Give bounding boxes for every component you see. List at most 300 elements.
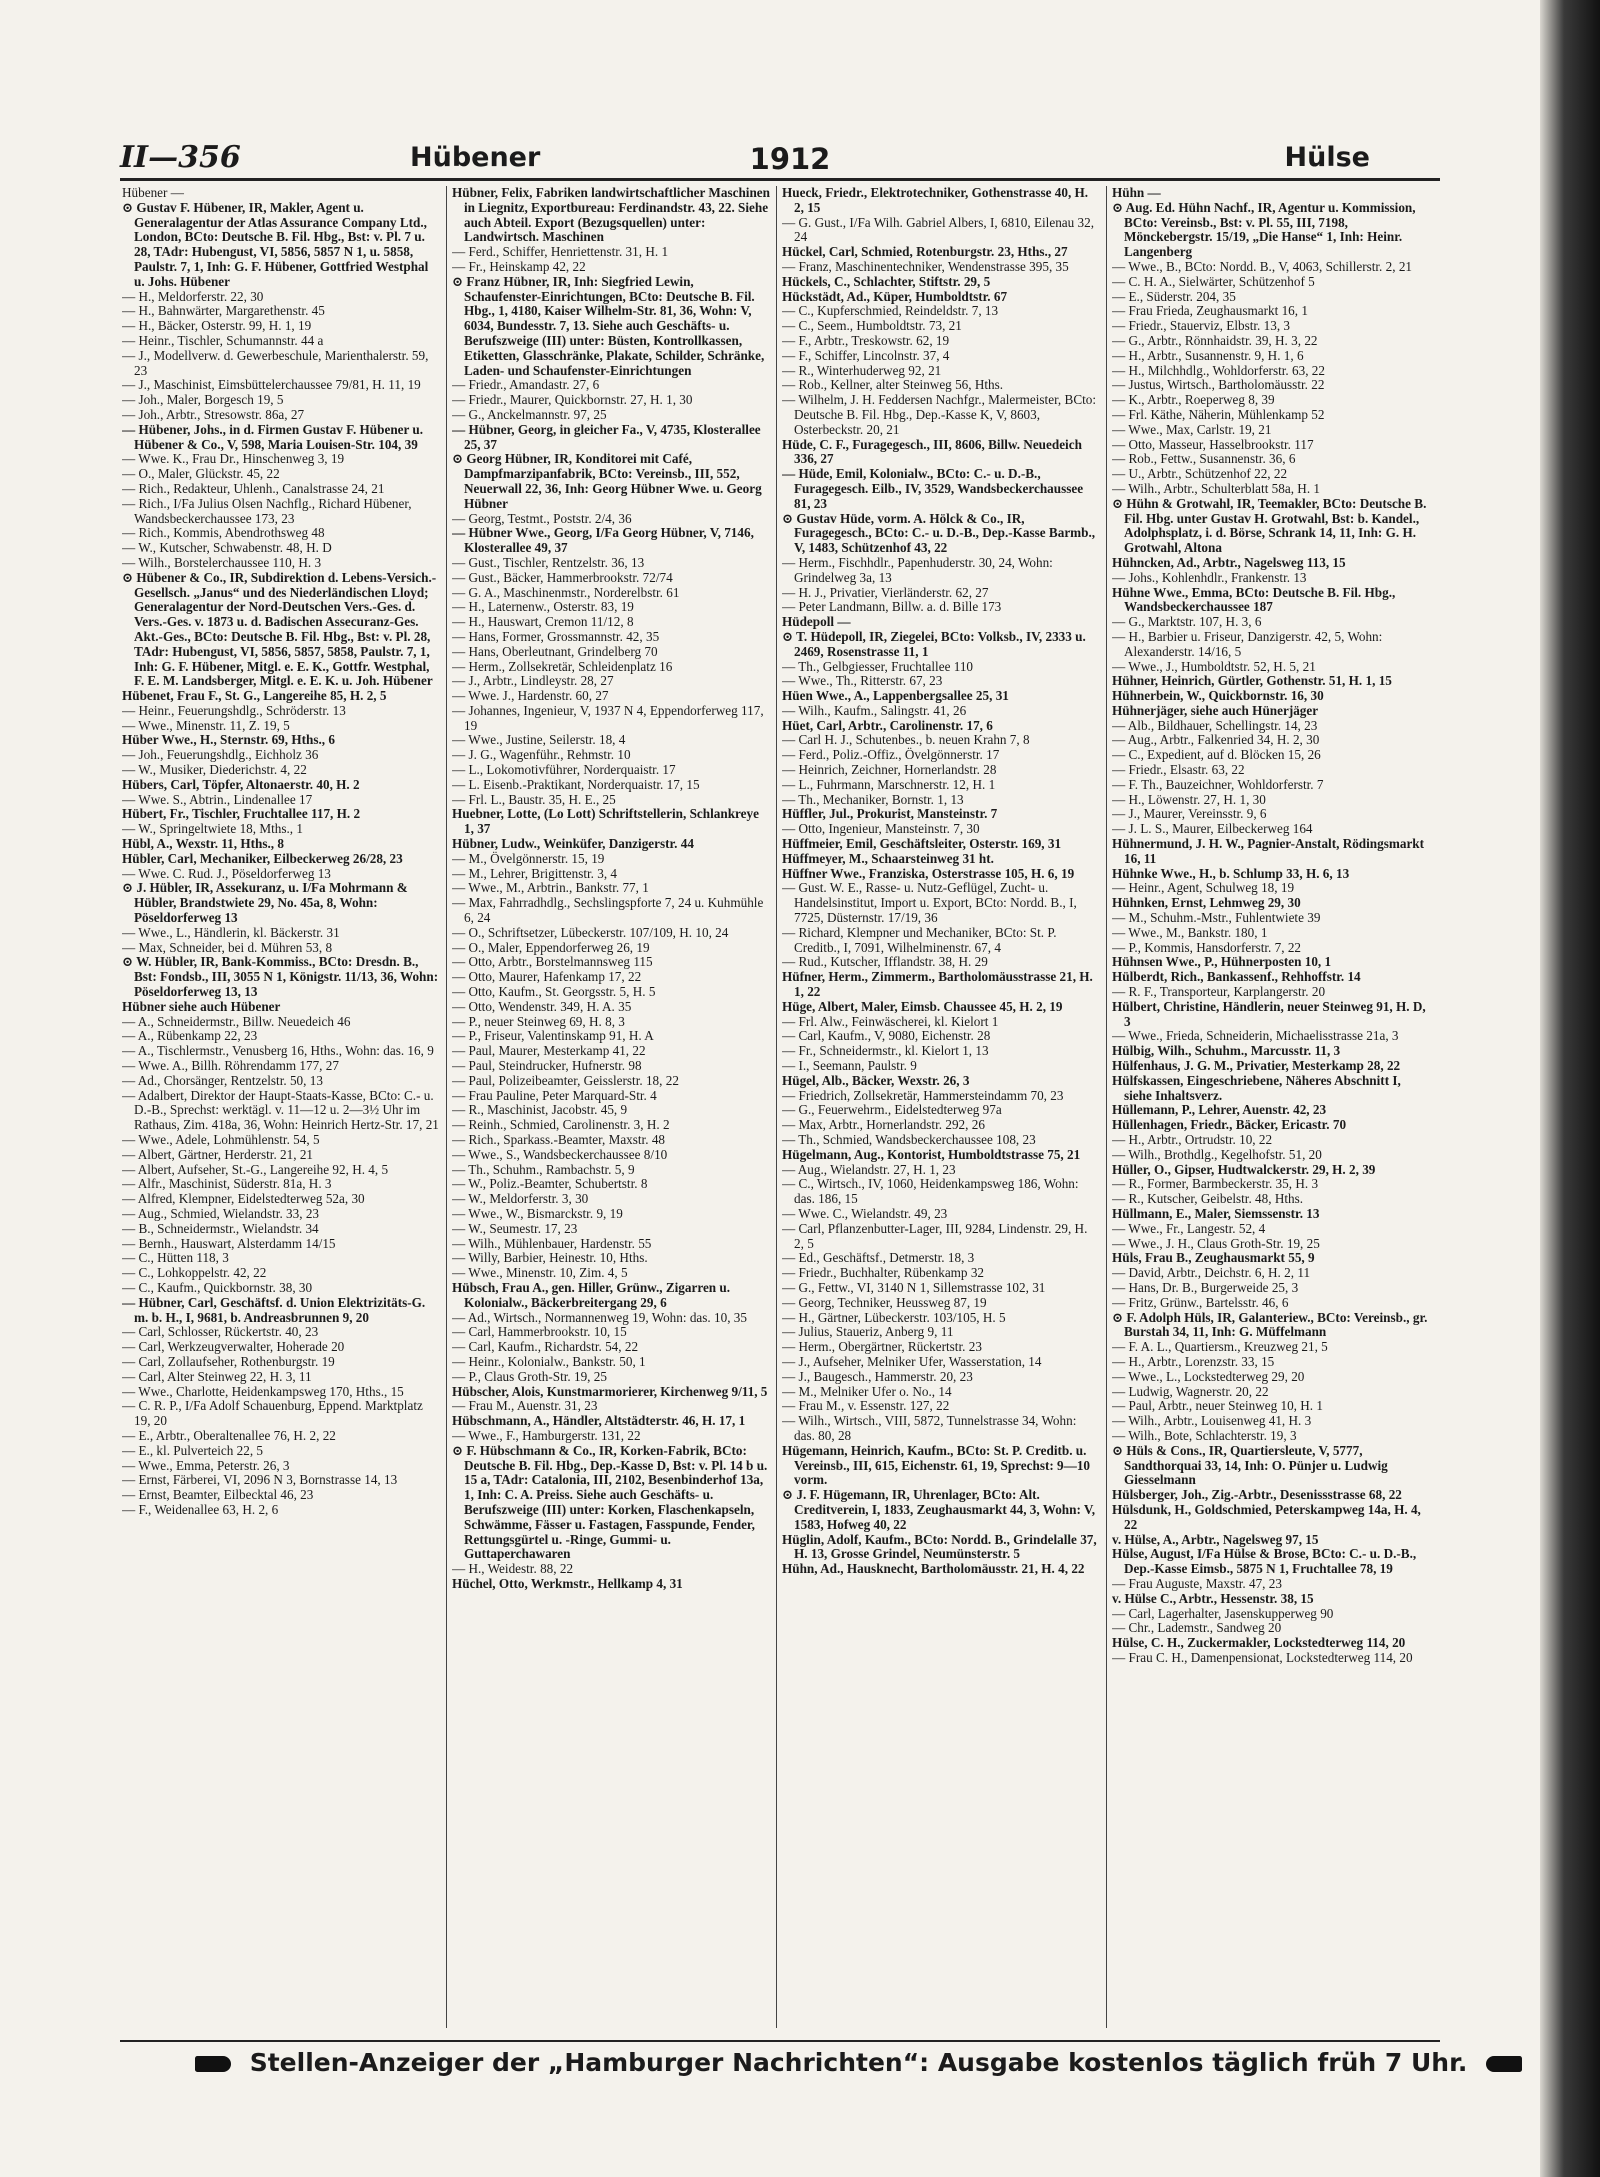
directory-entry: Hühnken, Ernst, Lehmweg 29, 30 — [1112, 895, 1301, 911]
directory-entry: — Wwe., B., BCto: Nordd. B., V, 4063, Schillerstr. 2, 21 — [1112, 258, 1413, 274]
directory-entry: — J. L. S., Maurer, Eilbeckerweg 164 — [1112, 821, 1313, 837]
directory-entry: — Wwe., M., Arbtrin., Bankstr. 77, 1 — [452, 880, 649, 896]
directory-entry: — Heinr., Kolonialw., Bankstr. 50, 1 — [452, 1353, 646, 1369]
directory-entry: — W., Musiker, Diederichstr. 4, 22 — [122, 762, 307, 778]
directory-entry: — Justus, Wirtsch., Bartholomäusstr. 22 — [1112, 377, 1325, 393]
directory-entry: Hübner, Felix, Fabriken landwirtschaftlicher Maschinen in Liegnitz, Exportbureau: Ferdinandstr. 43, 22. Siehe auch Abteil. Export (Bezugsquellen) unter: Landwirtsch. Maschinen — [452, 186, 770, 245]
directory-entry: Hübener — — [122, 186, 184, 200]
directory-entry: — Rob., Fettw., Susannenstr. 36, 6 — [1112, 451, 1296, 467]
directory-entry: — Gust., Tischler, Rentzelstr. 36, 13 — [452, 554, 645, 570]
directory-entry: — W., Seumestr. 17, 23 — [452, 1220, 578, 1236]
directory-entry: Hülse, August, I/Fa Hülse & Brose, BCto: C.- u. D.-B., Dep.-Kasse Eimsb., 5875 N 1, Fruchtallee 78, 19 — [1112, 1546, 1417, 1577]
directory-entry: — Chr., Lademstr., Sandweg 20 — [1112, 1620, 1282, 1636]
directory-entry: — Joh., Feuerungshdlg., Eichholz 36 — [122, 747, 319, 763]
directory-entry: Hühnermund, J. H. W., Pagnier-Anstalt, Rödingsmarkt 16, 11 — [1112, 836, 1425, 866]
directory-entry: Hüde, C. F., Furagegesch., III, 8606, Billw. Neuedeich 336, 27 — [782, 436, 1082, 467]
directory-column-4 — [1112, 186, 1430, 2028]
header-rule — [120, 178, 1440, 181]
directory-entry: — Georg, Techniker, Heussweg 87, 19 — [782, 1294, 987, 1310]
directory-entry: — J., Aufseher, Melniker Ufer, Wasserstation, 14 — [782, 1353, 1042, 1369]
directory-entry: Hüdepoll — — [782, 614, 851, 630]
directory-entry: — G., Fettw., VI, 3140 N 1, Sillemstrasse 102, 31 — [782, 1279, 1046, 1295]
directory-entry: — Rich., Redakteur, Uhlenh., Canalstrasse 24, 21 — [122, 480, 385, 496]
directory-entry: — M., Lehrer, Brigittenstr. 3, 4 — [452, 865, 618, 881]
directory-entry: — E., Süderstr. 204, 35 — [1112, 288, 1236, 304]
directory-column-3 — [782, 186, 1100, 2028]
header-year: 1912 — [749, 142, 831, 176]
page-header — [120, 140, 1440, 182]
directory-entry: — Wwe. K., Frau Dr., Hinschenweg 3, 19 — [122, 451, 345, 467]
directory-entry: Hühnerjäger, siehe auch Hünerjäger — [1112, 702, 1319, 718]
directory-entry: — Joh., Maler, Borgesch 19, 5 — [122, 392, 284, 408]
directory-entry: Hügel, Alb., Bäcker, Wexstr. 26, 3 — [782, 1072, 970, 1088]
scan-border — [1540, 0, 1600, 2177]
directory-entry: — Friedr., Maurer, Quickbornstr. 27, H. 1, 30 — [452, 392, 693, 408]
directory-entry: — H., Arbtr., Susannenstr. 9, H. 1, 6 — [1112, 347, 1304, 363]
directory-entry: — Wwe., S., Wandsbeckerchaussee 8/10 — [452, 1146, 668, 1162]
directory-entry: Hüls, Frau B., Zeughausmarkt 55, 9 — [1112, 1250, 1315, 1266]
directory-entry: — Johs., Kohlenhdlr., Frankenstr. 13 — [1112, 569, 1307, 585]
directory-entry: — Friedrich, Zollsekretär, Hammersteindamm 70, 23 — [782, 1087, 1064, 1103]
directory-entry: — Hans, Oberleutnant, Grindelberg 70 — [452, 643, 658, 659]
directory-entry: — Wilh., Mühlenbauer, Hardenstr. 55 — [452, 1235, 652, 1251]
directory-entry: — Herm., Zollsekretär, Schleidenplatz 16 — [452, 658, 673, 674]
directory-entry: ⊙ J. F. Hügemann, IR, Uhrenlager, BCto: Alt. Creditverein, I, 1833, Zeughausmarkt 44, 3, Wohn: V, 1583, Hofweg 40, 22 — [782, 1487, 1096, 1532]
directory-entry: — Th., Gelbgiesser, Fruchtallee 110 — [782, 658, 974, 674]
directory-entry: — C., Kupferschmied, Reindeldstr. 7, 13 — [782, 303, 999, 319]
directory-entry: — Alfr., Maschinist, Süderstr. 81a, H. 3 — [122, 1176, 332, 1192]
directory-entry: — Hans, Former, Grossmannstr. 42, 35 — [452, 628, 660, 644]
directory-entry: Hüber Wwe., H., Sternstr. 69, Hths., 6 — [122, 732, 335, 748]
directory-entry: — Willy, Barbier, Heinestr. 10, Hths. — [452, 1250, 648, 1266]
directory-entry: Hühne Wwe., Emma, BCto: Deutsche B. Fil. Hbg., Wandsbeckerchaussee 187 — [1112, 584, 1396, 615]
directory-entry: — Wwe., Minenstr. 11, Z. 19, 5 — [122, 717, 290, 733]
directory-entry: Hübsch, Frau A., gen. Hiller, Grünw., Zigarren u. Kolonialw., Bäckerbreitergang 29, 6 — [452, 1279, 731, 1310]
directory-entry: Hübert, Fr., Tischler, Fruchtallee 117, H. 2 — [122, 806, 361, 822]
directory-entry: — Alfred, Klempner, Eidelstedterweg 52a, 30 — [122, 1191, 365, 1207]
column-divider — [446, 186, 447, 2028]
directory-entry: — Heinr., Feuerungshdlg., Schröderstr. 13 — [122, 702, 346, 718]
directory-entry: — H., Bäcker, Osterstr. 99, H. 1, 19 — [122, 318, 312, 334]
directory-entry: — Frau M., Auenstr. 31, 23 — [452, 1398, 598, 1414]
directory-entry: — Gust. W. E., Rasse- u. Nutz-Geflügel, Zucht- u. Handelsinstitut, Import u. Export, BCto: Nordd. B., I, 7725, Düsternstr. 17/19, 36 — [782, 880, 1077, 926]
directory-entry: — Rud., Kutscher, Ifflandstr. 38, H. 29 — [782, 954, 988, 970]
directory-entry: — Peter Landmann, Billw. a. d. Bille 173 — [782, 599, 1002, 615]
directory-entry: ⊙ Gustav F. Hübener, IR, Makler, Agent u. Generalagentur der Atlas Assurance Company Ltd., London, BCto: Deutsche B. Fil. Hbg., Bst: v. Pl. 7 u. 28, TAdr: Hubengust, VI, 5856, 5857 N 1, u. 5858, Paulstr. 7, 1, Inh: G. F. Hübener, Gottfried Westphal u. Johs. Hübener — [122, 199, 429, 289]
directory-entry: — Heinr., Agent, Schulweg 18, 19 — [1112, 880, 1295, 896]
directory-entry: — Otto, Masseur, Hasselbrookstr. 117 — [1112, 436, 1314, 452]
directory-entry: — Albert, Gärtner, Herderstr. 21, 21 — [122, 1146, 314, 1162]
directory-entry: — G. Gust., I/Fa Wilh. Gabriel Albers, I, 6810, Eilenau 32, 24 — [782, 214, 1095, 245]
directory-entry: — Carl, Hammerbrookstr. 10, 15 — [452, 1324, 627, 1340]
directory-entry: — Heinr., Tischler, Schumannstr. 44 a — [122, 332, 324, 348]
directory-entry: — H., Löwenstr. 27, H. 1, 30 — [1112, 791, 1266, 807]
directory-entry: ⊙ Hüls & Cons., IR, Quartiersleute, V, 5777, Sandthorquai 33, 14, Inh: O. Pünjer u. Ludwig Giesselmann — [1112, 1442, 1388, 1488]
directory-entry: — Paul, Polizeibeamter, Geisslerstr. 18, 22 — [452, 1072, 679, 1088]
directory-entry: Hueck, Friedr., Elektrotechniker, Gothenstrasse 40, H. 2, 15 — [782, 186, 1089, 215]
directory-entry: — R. F., Transporteur, Karplangerstr. 20 — [1112, 984, 1326, 1000]
directory-entry: — Frau C. H., Damenpensionat, Lockstedterweg 114, 20 — [1112, 1649, 1413, 1665]
directory-entry: Hülfskassen, Eingeschriebene, Näheres Abschnitt I, siehe Inhaltsverz. — [1112, 1072, 1401, 1103]
directory-entry: — C. H. A., Sielwärter, Schützenhof 5 — [1112, 273, 1315, 289]
directory-entry: — M., Melniker Ufer o. No., 14 — [782, 1383, 952, 1399]
directory-entry: — Hüde, Emil, Kolonialw., BCto: C.- u. D.-B., Furagegesch. Eilb., IV, 3529, Wandsbeckerchaussee 81, 23 — [782, 466, 1084, 511]
directory-entry: — Ludwig, Wagnerstr. 20, 22 — [1112, 1383, 1269, 1399]
directory-entry: — Carl, Pflanzenbutter-Lager, III, 9284, Lindenstr. 29, H. 2, 5 — [782, 1220, 1088, 1251]
directory-entry: Hübers, Carl, Töpfer, Altonaerstr. 40, H. 2 — [122, 776, 360, 792]
directory-entry: — F. Th., Bauzeichner, Wohldorferstr. 7 — [1112, 776, 1324, 792]
directory-entry: — Carl, Schlosser, Rückertstr. 40, 23 — [122, 1324, 319, 1340]
directory-entry: — G., Arbtr., Rönnhaidstr. 39, H. 3, 22 — [1112, 332, 1318, 348]
directory-entry: — R., Former, Barmbeckerstr. 35, H. 3 — [1112, 1176, 1319, 1192]
directory-entry: — Rich., I/Fa Julius Olsen Nachflg., Richard Hübener, Wandsbeckerchaussee 173, 23 — [122, 495, 412, 526]
column-divider — [1106, 186, 1107, 2028]
directory-entry: — Frl. Alw., Feinwäscherei, kl. Kielort 1 — [782, 1013, 999, 1029]
directory-entry: — Herm., Obergärtner, Rückertstr. 23 — [782, 1339, 982, 1355]
directory-entry: — Carl, Werkzeugverwalter, Hoherade 20 — [122, 1339, 345, 1355]
directory-entry: — C., Hütten 118, 3 — [122, 1250, 229, 1266]
directory-entry: — Wwe., Minenstr. 10, Zim. 4, 5 — [452, 1265, 628, 1281]
footer-banner-text: Stellen-Anzeiger der „Hamburger Nachrichten“: Ausgabe kostenlos täglich früh 7 Uhr. — [249, 2048, 1468, 2077]
directory-entry: — Gust., Bäcker, Hammerbrookstr. 72/74 — [452, 569, 673, 585]
directory-entry: — Wwe. C., Wielandstr. 49, 23 — [782, 1205, 948, 1221]
directory-entry: ⊙ F. Hübschmann & Co., IR, Korken-Fabrik, BCto: Deutsche B. Fil. Hbg., Dep.-Kasse D, Bst: v. Pl. 14 b u. 15 a, TAdr: Catalonia, III, 2102, Besenbinderhof 13a, 1, Inh: C. A. Preiss. Siehe auch Geschäfts- u. Berufszweige (III) unter: Korken, Flaschenkapseln, Schwämme, Fässer u. Fastagen, Fasspunde, Fender, Rettungsgürtel u. -Ringe, Gummi- u. Guttaperchawaren — [452, 1442, 768, 1562]
directory-entry: v. Hülse, A., Arbtr., Nagelsweg 97, 15 — [1112, 1531, 1319, 1547]
directory-entry: Hüllmann, E., Maler, Siemssenstr. 13 — [1112, 1205, 1320, 1221]
directory-entry: — E., kl. Pulverteich 22, 5 — [122, 1442, 264, 1458]
directory-entry: — B., Schneidermstr., Wielandstr. 34 — [122, 1220, 319, 1236]
directory-entry: — Fr., Schneidermstr., kl. Kielort 1, 13 — [782, 1043, 989, 1059]
directory-entry: — Otto, Kaufm., St. Georgsstr. 5, H. 5 — [452, 984, 656, 1000]
page-number: II—356 — [120, 140, 241, 175]
directory-entry: — L. Eisenb.-Praktikant, Norderquaistr. 17, 15 — [452, 776, 700, 792]
directory-entry: — Wwe., F., Hamburgerstr. 131, 22 — [452, 1427, 641, 1443]
directory-entry: — Wwe., Justine, Seilerstr. 18, 4 — [452, 732, 626, 748]
directory-entry: — Hübner, Carl, Geschäftsf. d. Union Elektrizitäts-G. m. b. H., I, 9681, b. Andreasbrunnen 9, 20 — [122, 1294, 426, 1325]
directory-entry: — Wilh., Bote, Schlachterstr. 19, 3 — [1112, 1427, 1297, 1443]
directory-entry: — H., Meldorferstr. 22, 30 — [122, 288, 264, 304]
directory-entry: Hülberdt, Rich., Bankassenf., Rehhoffstr. 14 — [1112, 969, 1361, 985]
directory-entry: — J., Maschinist, Eimsbüttelerchaussee 79/81, H. 11, 19 — [122, 377, 421, 393]
directory-entry: — Wwe., L., Händlerin, kl. Bäckerstr. 31 — [122, 924, 340, 940]
directory-entry: — A., Tischlermstr., Venusberg 16, Hths., Wohn: das. 16, 9 — [122, 1043, 434, 1059]
directory-entry: — Wilh., Arbtr., Schulterblatt 58a, H. 1 — [1112, 480, 1321, 496]
directory-entry: — P., Friseur, Valentinskamp 91, H. A — [452, 1028, 654, 1044]
directory-entry: — A., Rübenkamp 22, 23 — [122, 1028, 258, 1044]
directory-entry: ⊙ Gustav Hüde, vorm. A. Hölck & Co., IR, Furagegesch., BCto: C.- u. D.-B., Dep.-Kasse Barmb., V, 1483, Schützenhof 43, 22 — [782, 510, 1096, 556]
directory-entry: Hülse, C. H., Zuckermakler, Lockstedterweg 114, 20 — [1112, 1635, 1406, 1651]
directory-entry: — P., Kommis, Hansdorferstr. 7, 22 — [1112, 939, 1302, 955]
directory-entry: — C. R. P., I/Fa Adolf Schauenburg, Eppend. Marktplatz 19, 20 — [122, 1398, 423, 1429]
directory-entry: Hübner, Ludw., Weinküfer, Danzigerstr. 44 — [452, 836, 694, 852]
directory-entry: — Wilh., Kaufm., Salingstr. 41, 26 — [782, 702, 967, 718]
directory-entry: — J., Modellverw. d. Gewerbeschule, Marienthalerstr. 59, 23 — [122, 347, 429, 378]
directory-entry: — L., Fuhrmann, Marschnerstr. 12, H. 1 — [782, 776, 996, 792]
directory-entry: — I., Seemann, Paulstr. 9 — [782, 1058, 917, 1074]
directory-entry: — Frau Frieda, Zeughausmarkt 16, 1 — [1112, 303, 1308, 319]
directory-entry: — Wwe., Charlotte, Heidenkampsweg 170, Hths., 15 — [122, 1383, 404, 1399]
directory-entry: — O., Maler, Glückstr. 45, 22 — [122, 466, 280, 482]
directory-entry: — Frl. L., Baustr. 35, H. E., 25 — [452, 791, 616, 807]
directory-entry: — Ad., Chorsänger, Rentzelstr. 50, 13 — [122, 1072, 323, 1088]
directory-entry: — H., Barbier u. Friseur, Danzigerstr. 42, 5, Wohn: Alexanderstr. 14/16, 5 — [1112, 628, 1383, 659]
directory-entry: — Paul, Arbtr., neuer Steinweg 10, H. 1 — [1112, 1398, 1323, 1414]
directory-entry: Hüffler, Jul., Prokurist, Mansteinstr. 7 — [782, 806, 998, 822]
directory-entry: — Wwe., L., Lockstedterweg 29, 20 — [1112, 1368, 1305, 1384]
directory-entry: — Max, Arbtr., Hornerlandstr. 292, 26 — [782, 1117, 985, 1133]
directory-entry: — Th., Schuhm., Rambachstr. 5, 9 — [452, 1161, 635, 1177]
directory-entry: Hühncken, Ad., Arbtr., Nagelsweg 113, 15 — [1112, 554, 1346, 570]
directory-entry: — J., Arbtr., Lindleystr. 28, 27 — [452, 673, 614, 689]
directory-entry: — Julius, Staueriz, Anberg 9, 11 — [782, 1324, 954, 1340]
directory-entry: — Friedr., Buchhalter, Rübenkamp 32 — [782, 1265, 985, 1281]
directory-entry: Hügemann, Heinrich, Kaufm., BCto: St. P. Creditb. u. Vereinsb., III, 615, Eichenstr. 61, 19, Sprechst: 9—10 vorm. — [782, 1442, 1091, 1488]
directory-entry: — Carl, Alter Steinweg 22, H. 3, 11 — [122, 1368, 312, 1384]
directory-entry: — G. A., Maschinenmstr., Norderelbstr. 61 — [452, 584, 680, 600]
directory-entry: — G., Marktstr. 107, H. 3, 6 — [1112, 614, 1262, 630]
directory-entry: ⊙ T. Hüdepoll, IR, Ziegelei, BCto: Volksb., IV, 2333 u. 2469, Rosenstrasse 11, 1 — [782, 628, 1086, 659]
directory-entry: Hülfenhaus, J. G. M., Privatier, Mesterkamp 28, 22 — [1112, 1058, 1401, 1074]
column-divider — [776, 186, 777, 2028]
directory-entry: — Otto, Wendenstr. 349, H. A. 35 — [452, 998, 632, 1014]
directory-entry: — Wilh., Arbtr., Louisenweg 41, H. 3 — [1112, 1413, 1312, 1429]
directory-entry: — Wwe. J., Hardenstr. 60, 27 — [452, 688, 609, 704]
directory-entry: — H., Milchhdlg., Wohldorferstr. 63, 22 — [1112, 362, 1325, 378]
directory-entry: — Frl. Käthe, Näherin, Mühlenkamp 52 — [1112, 406, 1325, 422]
directory-entry: — W., Kutscher, Schwabenstr. 48, H. D — [122, 540, 332, 556]
directory-entry: — Wwe., Frieda, Schneiderin, Michaelisstrasse 21a, 3 — [1112, 1028, 1399, 1044]
directory-entry: — E., Arbtr., Oberaltenallee 76, H. 2, 22 — [122, 1427, 336, 1443]
directory-entry: ⊙ J. Hübler, IR, Assekuranz, u. I/Fa Mohrmann & Hübler, Brandstwiete 29, No. 45a, 8, Wohn: Pöseldorferweg 13 — [122, 880, 408, 926]
directory-entry: — Fr., Heinskamp 42, 22 — [452, 258, 586, 274]
directory-entry: — Carl, Lagerhalter, Jasenskupperweg 90 — [1112, 1605, 1334, 1621]
footer-rule — [120, 2040, 1440, 2042]
directory-entry: — R., Kutscher, Geibelstr. 48, Hths. — [1112, 1191, 1304, 1207]
directory-entry: — Aug., Wielandstr. 27, H. 1, 23 — [782, 1161, 956, 1177]
directory-entry: Huebner, Lotte, (Lo Lott) Schriftstellerin, Schlankreye 1, 37 — [452, 806, 759, 837]
directory-entry: — Wwe., W., Bismarckstr. 9, 19 — [452, 1205, 623, 1221]
directory-entry: — Adalbert, Direktor der Haupt-Staats-Kasse, BCto: C.- u. D.-B., Sprechst: werktägl. v. 11—12 u. 2—3½ Uhr im Rathaus, Zim. 418a, 36, Wohn: Heinrich Hertz-Str. 17, 21 — [122, 1087, 439, 1133]
directory-entry: — Wwe., Max, Carlstr. 19, 21 — [1112, 421, 1272, 437]
directory-entry: Hülbert, Christine, Händlerin, neuer Steinweg 91, H. D, 3 — [1112, 998, 1426, 1029]
directory-entry: Hühner, Heinrich, Gürtler, Gothenstr. 51, H. 1, 15 — [1112, 673, 1392, 689]
directory-entry: Hüen Wwe., A., Lappenbergsallee 25, 31 — [782, 688, 1009, 704]
directory-entry: — Rob., Kellner, alter Steinweg 56, Hths. — [782, 377, 1004, 393]
directory-entry: Hüffner Wwe., Franziska, Osterstrasse 105, H. 6, 19 — [782, 865, 1075, 881]
directory-entry: — A., Schneidermstr., Billw. Neuedeich 46 — [122, 1013, 351, 1029]
directory-entry: — J., Maurer, Vereinsstr. 9, 6 — [1112, 806, 1267, 822]
directory-entry: — C., Expedient, auf d. Blöcken 15, 26 — [1112, 747, 1321, 763]
directory-entry: — K., Arbtr., Roeperweg 8, 39 — [1112, 392, 1275, 408]
directory-entry: — Ferd., Poliz.-Offiz., Övelgönnerstr. 17 — [782, 747, 1000, 763]
directory-entry: Hückels, C., Schlachter, Stiftstr. 29, 5 — [782, 273, 991, 289]
header-first-entry: Hübener — [410, 142, 541, 173]
directory-entry: — Wwe., M., Bankstr. 180, 1 — [1112, 924, 1268, 940]
directory-entry: — Wwe. S., Abtrin., Lindenallee 17 — [122, 791, 313, 807]
directory-entry: Hübl, A., Wexstr. 11, Hths., 8 — [122, 836, 284, 852]
directory-entry: ⊙ Franz Hübner, IR, Inh: Siegfried Lewin, Schaufenster-Einrichtungen, BCto: Deutsche B. Fil. Hbg., 1, 4180, Kaiser Wilhelm-Str. 81, 36, Wohn: V, 6034, Bundesstr. 7, 13. Siehe auch Geschäfts- u. Berufszweige (III) unter: Büsten, Kontrollkassen, Etiketten, Glasschränke, Plakate, Schilder, Schränke, Laden- und Schaufenster-Einrichtungen — [452, 273, 765, 378]
directory-entry: — Aug., Schmied, Wielandstr. 33, 23 — [122, 1205, 320, 1221]
directory-entry: — Friedr., Elsastr. 63, 22 — [1112, 762, 1245, 778]
directory-entry: Hübler, Carl, Mechaniker, Eilbeckerweg 26/28, 23 — [122, 850, 403, 866]
directory-entry: — H. J., Privatier, Vierländerstr. 62, 27 — [782, 584, 989, 600]
directory-entry: — M., Övelgönnerstr. 15, 19 — [452, 850, 605, 866]
directory-entry: — C., Lohkoppelstr. 42, 22 — [122, 1265, 267, 1281]
directory-entry: — Paul, Steindrucker, Hufnerstr. 98 — [452, 1058, 642, 1074]
directory-entry: Hühn — — [1112, 186, 1161, 200]
directory-entry: — Richard, Klempner und Mechaniker, BCto: St. P. Creditb., I, 7091, Wilhelminenstr. 67, 4 — [782, 924, 1057, 955]
directory-entry: — Paul, Maurer, Mesterkamp 41, 22 — [452, 1043, 646, 1059]
directory-entry: — Alb., Bildhauer, Schellingstr. 14, 23 — [1112, 717, 1318, 733]
directory-entry: — F., Arbtr., Treskowstr. 62, 19 — [782, 332, 950, 348]
directory-entry: — L., Lokomotivführer, Norderquaistr. 17 — [452, 762, 676, 778]
directory-entry: Hückstädt, Ad., Küper, Humboldtstr. 67 — [782, 288, 1008, 304]
directory-entry: — Max, Fahrradhdlg., Sechslingspforte 7, 24 u. Kuhmühle 6, 24 — [452, 895, 764, 926]
directory-entry: — Hübner Wwe., Georg, I/Fa Georg Hübner, V, 7146, Klosterallee 49, 37 — [452, 525, 754, 556]
directory-entry: — P., Claus Groth-Str. 19, 25 — [452, 1368, 607, 1384]
directory-entry: — H., Hauswart, Cremon 11/12, 8 — [452, 614, 634, 630]
directory-entry: — Ed., Geschäftsf., Detmerstr. 18, 3 — [782, 1250, 975, 1266]
directory-entry: — Friedr., Stauerviz, Elbstr. 13, 3 — [1112, 318, 1291, 334]
directory-entry: Hüge, Albert, Maler, Eimsb. Chaussee 45, H. 2, 19 — [782, 998, 1063, 1014]
directory-entry: Hüller, O., Gipser, Hudtwalckerstr. 29, H. 2, 39 — [1112, 1161, 1376, 1177]
directory-entry: Hüglin, Adolf, Kaufm., BCto: Nordd. B., Grindelalle 37, H. 13, Grosse Grindel, Neumünsterstr. 5 — [782, 1531, 1097, 1562]
directory-entry: Hüffmeier, Emil, Geschäftsleiter, Osterstr. 169, 31 — [782, 836, 1062, 852]
directory-entry: Hüffmeyer, M., Schaarsteinweg 31 ht. — [782, 850, 994, 866]
directory-entry: ⊙ Hühn & Grotwahl, IR, Teemakler, BCto: Deutsche B. Fil. Hbg. unter Gustav H. Grotwahl, Bst: b. Kandel., Adolphsplatz, i. d. Börse, Schrank 14, 11, Inh: G. H. Grotwahl, Altona — [1112, 495, 1427, 556]
directory-entry: — G., Feuerwehrm., Eidelstedterweg 97a — [782, 1102, 1002, 1118]
directory-entry: — Wwe. C. Rud. J., Pöseldorferweg 13 — [122, 865, 331, 881]
directory-entry: — Herm., Fischhdlr., Papenhuderstr. 30, 24, Wohn: Grindelweg 3a, 13 — [782, 554, 1053, 585]
directory-entry: — J. G., Wagenführ., Rehmstr. 10 — [452, 747, 631, 763]
directory-entry: — U., Arbtr., Schützenhof 22, 22 — [1112, 466, 1288, 482]
directory-entry: Hülsdunk, H., Goldschmied, Peterskampweg 14a, H. 4, 22 — [1112, 1501, 1421, 1532]
directory-entry: — Ad., Wirtsch., Normannenweg 19, Wohn: das. 10, 35 — [452, 1309, 747, 1325]
directory-entry: — Carl, Zollaufseher, Rothenburgstr. 19 — [122, 1353, 335, 1369]
directory-entry: — Wilh., Wirtsch., VIII, 5872, Tunnelstrasse 34, Wohn: das. 80, 28 — [782, 1413, 1077, 1443]
directory-entry: — R., Winterhuderweg 92, 21 — [782, 362, 942, 378]
directory-entry: — W., Poliz.-Beamter, Schubertstr. 8 — [452, 1176, 648, 1192]
pointing-hand-icon — [195, 2056, 231, 2072]
directory-entry: — Otto, Arbtr., Borstelmannsweg 115 — [452, 954, 653, 970]
directory-entry: — Frau Auguste, Maxstr. 47, 23 — [1112, 1575, 1282, 1591]
directory-entry: — Carl H. J., Schutenbes., b. neuen Krahn 7, 8 — [782, 732, 1030, 748]
directory-entry: Hühnsen Wwe., P., Hühnerposten 10, 1 — [1112, 954, 1332, 970]
directory-entry: ⊙ F. Adolph Hüls, IR, Galanteriew., BCto: Vereinsb., gr. Burstah 34, 11, Inh: G. Müffelmann — [1112, 1309, 1428, 1340]
directory-column-1 — [122, 186, 440, 2028]
directory-entry: — Bernh., Hauswart, Alsterdamm 14/15 — [122, 1235, 336, 1251]
directory-entry: — H., Arbtr., Ortrudstr. 10, 22 — [1112, 1132, 1273, 1147]
directory-entry: Hübscher, Alois, Kunstmarmorierer, Kirchenweg 9/11, 5 — [452, 1383, 768, 1399]
directory-entry: — Th., Schmied, Wandsbeckerchaussee 108, 23 — [782, 1132, 1036, 1147]
directory-entry: v. Hülse C., Arbtr., Hessenstr. 38, 15 — [1112, 1590, 1314, 1606]
directory-entry: — F. A. L., Quartiersm., Kreuzweg 21, 5 — [1112, 1339, 1328, 1355]
directory-entry: — Hans, Dr. B., Burgerweide 25, 3 — [1112, 1279, 1299, 1295]
directory-entry: — O., Schriftsetzer, Lübeckerstr. 107/109, H. 10, 24 — [452, 924, 729, 940]
directory-entry: — Wwe., J., Humboldtstr. 52, H. 5, 21 — [1112, 658, 1316, 674]
directory-entry: — Wwe., J. H., Claus Groth-Str. 19, 25 — [1112, 1235, 1320, 1251]
directory-entry: — J., Baugesch., Hammerstr. 20, 23 — [782, 1368, 973, 1384]
directory-entry: — Joh., Arbtr., Stresowstr. 86a, 27 — [122, 406, 305, 422]
directory-entry: Hühnke Wwe., H., b. Schlump 33, H. 6, 13 — [1112, 865, 1350, 881]
directory-entry: — Wilh., Brothdlg., Kegelhofstr. 51, 20 — [1112, 1146, 1322, 1162]
directory-entry: — Albert, Aufseher, St.-G., Langereihe 92, H. 4, 5 — [122, 1161, 389, 1177]
directory-entry: — Aug., Arbtr., Falkenried 34, H. 2, 30 — [1112, 732, 1320, 748]
directory-entry: — Friedr., Amandastr. 27, 6 — [452, 377, 600, 393]
directory-entry: — Max, Schneider, bei d. Mühren 53, 8 — [122, 939, 333, 955]
directory-entry: — Ernst, Beamter, Eilbecktal 46, 23 — [122, 1487, 314, 1503]
directory-entry: Hüet, Carl, Arbtr., Carolinenstr. 17, 6 — [782, 717, 993, 733]
pointing-hand-icon — [1486, 2056, 1522, 2072]
directory-entry: — Heinrich, Zeichner, Hornerlandstr. 28 — [782, 762, 997, 778]
directory-entry: — Th., Mechaniker, Bornstr. 1, 13 — [782, 791, 964, 807]
directory-entry: — Fritz, Grünw., Bartelsstr. 46, 6 — [1112, 1294, 1289, 1310]
directory-entry: Hübner siehe auch Hübener — [122, 998, 281, 1014]
directory-entry: Hückel, Carl, Schmied, Rotenburgstr. 23, Hths., 27 — [782, 244, 1068, 260]
directory-entry: — F., Schiffer, Lincolnstr. 37, 4 — [782, 347, 950, 363]
directory-entry: — Hübner, Georg, in gleicher Fa., V, 4735, Klosterallee 25, 37 — [452, 421, 761, 452]
directory-entry: — David, Arbtr., Deichstr. 6, H. 2, 11 — [1112, 1265, 1311, 1281]
directory-entry: — Ernst, Färberei, VI, 2096 N 3, Bornstrasse 14, 13 — [122, 1472, 398, 1488]
directory-entry: Hüllenhagen, Friedr., Bäcker, Ericastr. 70 — [1112, 1117, 1347, 1133]
directory-column-2 — [452, 186, 770, 2028]
directory-entry: Hülbig, Wilh., Schuhm., Marcusstr. 11, 3 — [1112, 1043, 1341, 1059]
directory-entry: Hüchel, Otto, Werkmstr., Hellkamp 4, 31 — [452, 1575, 683, 1591]
directory-entry: — H., Weidestr. 88, 22 — [452, 1561, 574, 1577]
directory-entry: — Hübener, Johs., in d. Firmen Gustav F. Hübener u. Hübener & Co., V, 598, Maria Louisen-Str. 104, 39 — [122, 421, 424, 452]
directory-entry: — Otto, Maurer, Hafenkamp 17, 22 — [452, 969, 642, 985]
directory-entry: — H., Gärtner, Lübeckerstr. 103/105, H. 5 — [782, 1309, 1006, 1325]
directory-entry: — G., Anckelmannstr. 97, 25 — [452, 406, 607, 422]
directory-entry: — M., Schuhm.-Mstr., Fuhlentwiete 39 — [1112, 910, 1321, 926]
directory-entry: Hübenet, Frau F., St. G., Langereihe 85, H. 2, 5 — [122, 688, 387, 704]
directory-entry: — H., Laternenw., Osterstr. 83, 19 — [452, 599, 634, 615]
directory-entry: ⊙ W. Hübler, IR, Bank-Kommiss., BCto: Dresdn. B., Bst: Fondsb., III, 3055 N 1, Königstr. 11/13, 36, Wohn: Pöseldorferweg 13, 13 — [122, 954, 439, 1000]
directory-entry: — W., Springeltwiete 18, Mths., 1 — [122, 821, 303, 837]
header-last-entry: Hülse — [1284, 142, 1370, 173]
directory-entry: Hülsberger, Joh., Zig.-Arbtr., Desenissstrasse 68, 22 — [1112, 1487, 1402, 1503]
directory-entry: — Reinh., Schmied, Carolinenstr. 3, H. 2 — [452, 1117, 670, 1133]
directory-entry: ⊙ Hübener & Co., IR, Subdirektion d. Lebens-Versich.-Gesellsch. „Janus“ und des Niederländischen Lloyd; Generalagentur der Nord-Deutschen Vers.-Ges. d. Vers.-Ges. v. 1873 u. d. Badischen Assecuranz-Ges. Akt.-Ges., BCto: Deutsche B. Fil. Hbg., Bst: v. Pl. 28, TAdr: Hubengust, VI, 5856, 5857, 5858, Paulstr. 7, 1, Inh: G. F. Hübener, Mitgl. e. E. K., Gottfr. Westphal, F. E. M. Landsberger, Mitgl. e. E. K. u. Joh. Hübener — [122, 569, 437, 689]
directory-entry: — Wwe., Th., Ritterstr. 67, 23 — [782, 673, 943, 689]
directory-entry: — Franz, Maschinentechniker, Wendenstrasse 395, 35 — [782, 258, 1069, 274]
directory-entry: Hüllemann, P., Lehrer, Auenstr. 42, 23 — [1112, 1102, 1327, 1118]
directory-entry: — Wilh., Borstelerchaussee 110, H. 3 — [122, 554, 322, 570]
directory-entry: — Otto, Ingenieur, Mansteinstr. 7, 30 — [782, 821, 980, 837]
directory-entry: — Frau M., v. Essenstr. 127, 22 — [782, 1398, 950, 1414]
directory-entry: — Georg, Testmt., Poststr. 2/4, 36 — [452, 510, 632, 526]
directory-entry: — Frau Pauline, Peter Marquard-Str. 4 — [452, 1087, 657, 1103]
directory-entry: — Wilhelm, J. H. Feddersen Nachfgr., Malermeister, BCto: Deutsche B. Fil. Hbg., Dep.-Kasse K, V, 8603, Osterbeckstr. 20, 21 — [782, 392, 1097, 437]
directory-entry: — Wwe., Emma, Peterstr. 26, 3 — [122, 1457, 290, 1473]
footer-banner — [185, 2048, 1468, 2077]
directory-entry: — C., Seem., Humboldtstr. 73, 21 — [782, 318, 962, 334]
directory-entry: — R., Maschinist, Jacobstr. 45, 9 — [452, 1102, 628, 1118]
directory-entry: — Rich., Kommis, Abendrothsweg 48 — [122, 525, 325, 541]
directory-entry: Hügelmann, Aug., Kontorist, Humboldtstrasse 75, 21 — [782, 1146, 1081, 1162]
directory-entry: — Carl, Kaufm., V, 9080, Eichenstr. 28 — [782, 1028, 991, 1044]
directory-entry: — Carl, Kaufm., Richardstr. 54, 22 — [452, 1339, 639, 1355]
directory-entry: — Wwe., Fr., Langestr. 52, 4 — [1112, 1220, 1266, 1236]
directory-entry: Hühnerbein, W., Quickbornstr. 16, 30 — [1112, 688, 1324, 704]
directory-entry: — Wwe. A., Billh. Röhrendamm 177, 27 — [122, 1058, 339, 1074]
directory-entry: ⊙ Aug. Ed. Hühn Nachf., IR, Agentur u. Kommission, BCto: Vereinsb., Bst: v. Pl. 55, III, 7198, Mönckebergstr. 15/19, „Die Hanse“ 1, Inh: Heinr. Langenberg — [1112, 199, 1416, 260]
directory-entry: — C., Kaufm., Quickbornstr. 38, 30 — [122, 1279, 313, 1295]
directory-entry: — P., neuer Steinweg 69, H. 8, 3 — [452, 1013, 625, 1029]
directory-entry: — H., Bahnwärter, Margarethenstr. 45 — [122, 303, 325, 319]
directory-entry: — C., Wirtsch., IV, 1060, Heidenkampsweg 186, Wohn: das. 186, 15 — [782, 1176, 1079, 1207]
directory-entry: Hühn, Ad., Hausknecht, Bartholomäusstr. 21, H. 4, 22 — [782, 1561, 1085, 1577]
